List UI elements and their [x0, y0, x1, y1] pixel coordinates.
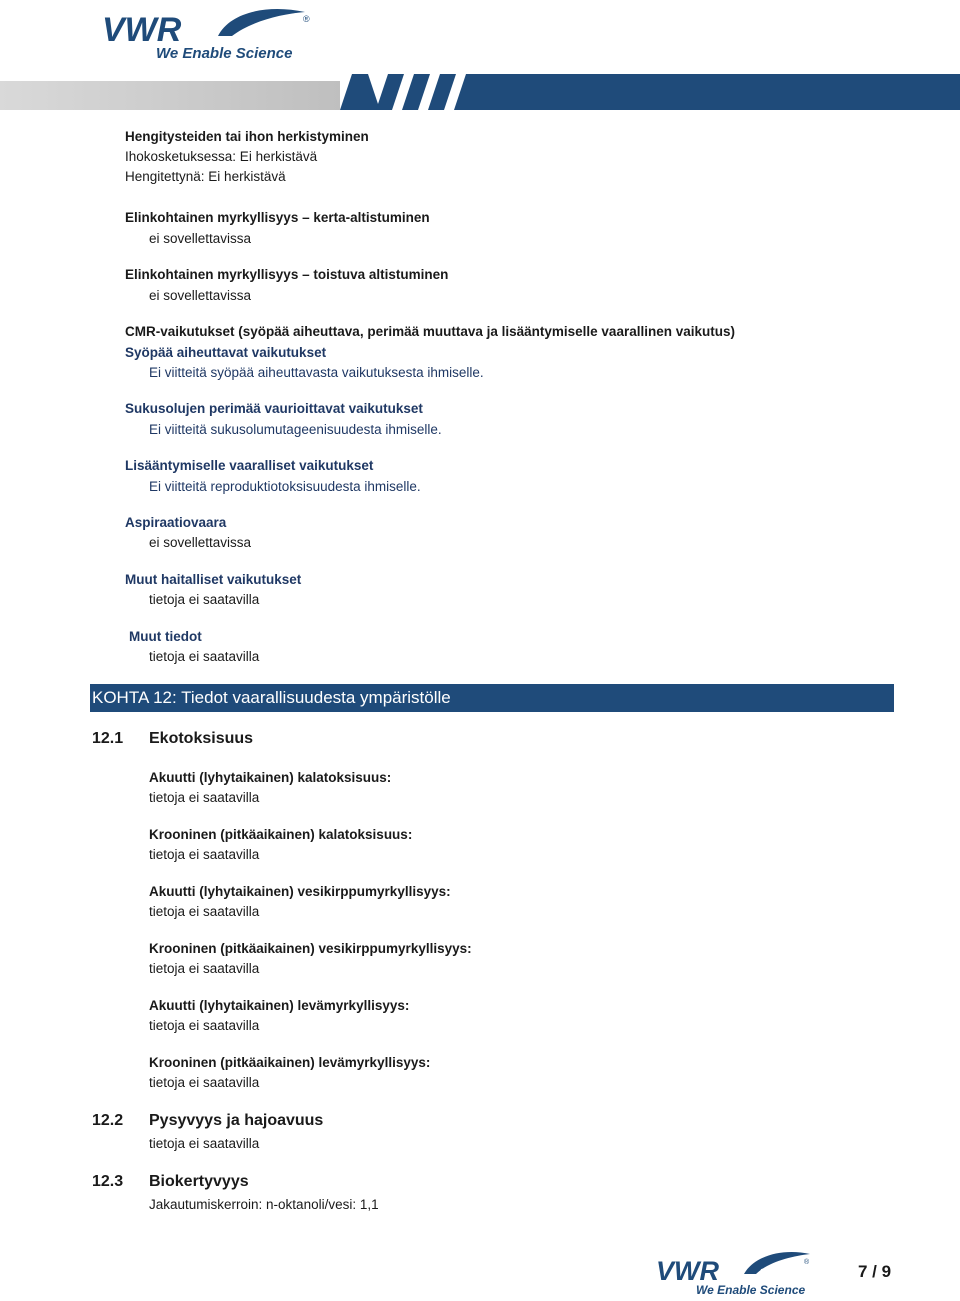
svg-text:VWR: VWR	[102, 11, 182, 49]
vwr-logo-footer	[656, 1250, 816, 1298]
page-number: 7 / 9	[858, 1262, 892, 1281]
mutagenicity-value: Ei viitteitä sukusolumutageenisuudesta ihmiselle.	[149, 422, 442, 437]
subsection-12-2-number: 12.2	[92, 1112, 124, 1129]
ecotox-value: tietoja ei saatavilla	[149, 1075, 260, 1090]
carcinogenicity-title: Syöpää aiheuttavat vaikutukset	[125, 345, 327, 360]
carcinogenicity-value: Ei viitteitä syöpää aiheuttavasta vaikutuksesta ihmiselle.	[149, 365, 484, 380]
reproductive-value: Ei viitteitä reproduktiotoksisuudesta ihmiselle.	[149, 479, 421, 494]
ecotox-value: tietoja ei saatavilla	[149, 790, 260, 805]
ecotox-label: Akuutti (lyhytaikainen) kalatoksisuus:	[149, 770, 392, 785]
subsection-12-3-number: 12.3	[92, 1173, 124, 1190]
ecotox-label: Krooninen (pitkäaikainen) levämyrkyllisyys:	[149, 1055, 431, 1070]
svg-text:VWR: VWR	[656, 1256, 719, 1286]
svg-text:We Enable Science: We Enable Science	[156, 45, 293, 62]
subsection-12-3-title: Biokertyvyys	[149, 1173, 249, 1190]
ecotox-value: tietoja ei saatavilla	[149, 847, 260, 862]
aspiration-value: ei sovellettavissa	[149, 535, 252, 550]
other-info-title: Muut tiedot	[129, 629, 202, 644]
stot-single-title: Elinkohtainen myrkyllisyys – kerta-altistuminen	[125, 210, 430, 225]
ecotox-label: Akuutti (lyhytaikainen) vesikirppumyrkyllisyys:	[149, 884, 451, 899]
bioaccumulation-value: Jakautumiskerroin: n-oktanoli/vesi: 1,1	[149, 1197, 379, 1212]
other-effects-value: tietoja ei saatavilla	[149, 592, 260, 607]
other-info-value: tietoja ei saatavilla	[149, 649, 260, 664]
cmr-title: CMR-vaikutukset (syöpää aiheuttava, perimää muuttava ja lisääntymiselle vaarallinen vaikutus)	[125, 324, 735, 339]
reproductive-title: Lisääntymiselle vaaralliset vaikutukset	[125, 458, 374, 473]
section-12-heading: KOHTA 12: Tiedot vaarallisuudesta ympäristölle	[90, 684, 894, 712]
sensitisation-skin: Ihokosketuksessa: Ei herkistävä	[125, 149, 318, 164]
ecotox-value: tietoja ei saatavilla	[149, 904, 260, 919]
subsection-12-2-title: Pysyvyys ja hajoavuus	[149, 1112, 324, 1129]
header-band	[0, 74, 960, 110]
ecotox-label: Krooninen (pitkäaikainen) vesikirppumyrkyllisyys:	[149, 941, 472, 956]
ecotox-value: tietoja ei saatavilla	[149, 1018, 260, 1033]
sensitisation-title: Hengitysteiden tai ihon herkistyminen	[125, 129, 369, 144]
stot-single-value: ei sovellettavissa	[149, 231, 252, 246]
subsection-12-1-number: 12.1	[92, 730, 124, 747]
mutagenicity-title: Sukusolujen perimää vaurioittavat vaikutukset	[125, 401, 423, 416]
aspiration-title: Aspiraatiovaara	[125, 515, 227, 530]
ecotox-label: Krooninen (pitkäaikainen) kalatoksisuus:	[149, 827, 413, 842]
ecotox-value: tietoja ei saatavilla	[149, 961, 260, 976]
sensitisation-inhalation: Hengitettynä: Ei herkistävä	[125, 169, 286, 184]
stot-repeated-value: ei sovellettavissa	[149, 288, 252, 303]
other-effects-title: Muut haitalliset vaikutukset	[125, 572, 302, 587]
subsection-12-1-title: Ekotoksisuus	[149, 730, 254, 747]
svg-text:We Enable Science: We Enable Science	[696, 1283, 806, 1297]
persistence-value: tietoja ei saatavilla	[149, 1136, 260, 1151]
ecotox-label: Akuutti (lyhytaikainen) levämyrkyllisyys:	[149, 998, 410, 1013]
stot-repeated-title: Elinkohtainen myrkyllisyys – toistuva altistuminen	[125, 267, 449, 282]
vwr-logo	[100, 6, 315, 64]
svg-text:®: ®	[303, 14, 310, 24]
svg-text:®: ®	[804, 1259, 810, 1266]
